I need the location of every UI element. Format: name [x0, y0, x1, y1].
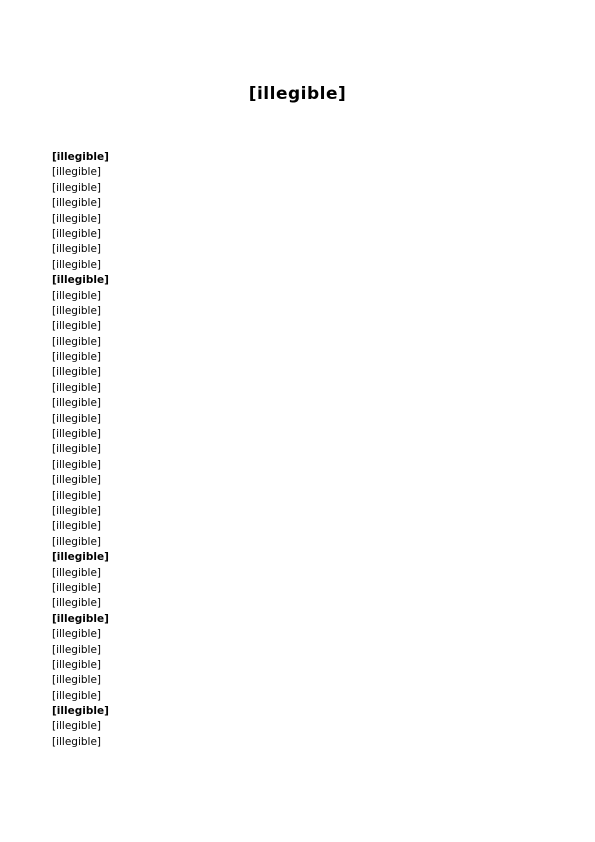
body-text-line: [illegible]: [52, 243, 102, 256]
body-text-line: [illegible]: [52, 628, 102, 641]
body-text-line: [illegible]: [52, 443, 102, 456]
body-text-line: [illegible]: [52, 474, 102, 487]
body-text-line: [illegible]: [52, 381, 102, 394]
body-text-line: [illegible]: [52, 643, 102, 656]
body-text-line: [illegible]: [52, 258, 102, 271]
body-text-line: [illegible]: [52, 581, 102, 594]
body-text-line: [illegible]: [52, 227, 102, 240]
body-text-line: [illegible]: [52, 304, 102, 317]
body-text-line: [illegible]: [52, 566, 102, 579]
section-heading: [illegible]: [52, 151, 109, 163]
section-heading: [illegible]: [52, 274, 109, 287]
document-title: [illegible]: [248, 84, 347, 104]
body-text-line: [illegible]: [52, 535, 102, 548]
body-text-line: [illegible]: [52, 197, 102, 210]
document-body: [52, 150, 548, 750]
body-text-line: [illegible]: [52, 735, 102, 748]
body-text-line: [illegible]: [52, 658, 102, 671]
section-heading: [illegible]: [52, 551, 109, 564]
body-text-line: [illegible]: [52, 397, 102, 410]
body-text-line: [illegible]: [52, 212, 102, 225]
body-text-line: [illegible]: [52, 412, 102, 425]
body-text-line: [illegible]: [52, 489, 102, 502]
body-text-line: [illegible]: [52, 674, 102, 687]
body-text-line: [illegible]: [52, 181, 102, 194]
body-text-line: [illegible]: [52, 720, 102, 733]
body-text-line: [illegible]: [52, 689, 102, 702]
body-text-line: [illegible]: [52, 504, 102, 517]
body-text-line: [illegible]: [52, 520, 102, 533]
body-text-line: [illegible]: [52, 289, 102, 302]
body-text-line: [illegible]: [52, 597, 102, 610]
body-text-line: [illegible]: [52, 335, 102, 348]
body-text-line: [illegible]: [52, 458, 102, 471]
section-heading: [illegible]: [52, 612, 109, 625]
body-text-line: [illegible]: [52, 366, 102, 379]
body-text-line: [illegible]: [52, 351, 102, 364]
section-heading: [illegible]: [52, 705, 109, 718]
body-text-line: [illegible]: [52, 320, 102, 333]
body-text-line: [illegible]: [52, 428, 102, 441]
body-text-line: [illegible]: [52, 166, 102, 179]
